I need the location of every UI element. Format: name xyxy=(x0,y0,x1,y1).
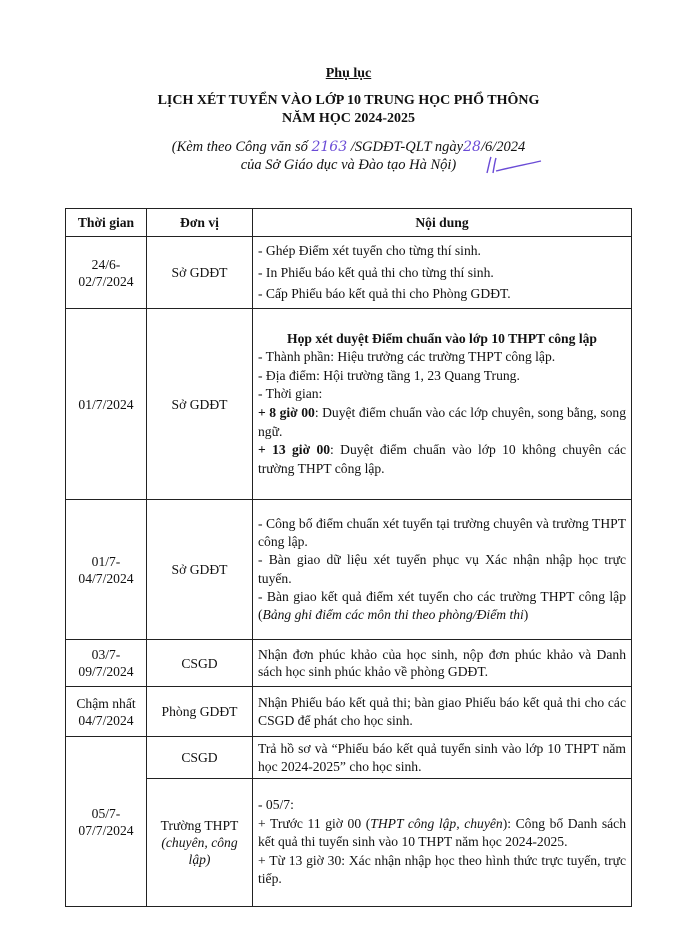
time-item-text: : Duyệt điểm chuẩn vào các lớp chuyên, song bằng, song ngữ. xyxy=(258,405,626,439)
content-line: + Từ 13 giờ 30: Xác nhận nhập học theo hình thức trực tuyến, trực tiếp. xyxy=(258,852,626,887)
time-line: 03/7- xyxy=(91,647,121,662)
content-text: + Trước 11 giờ 00 ( xyxy=(258,815,371,831)
content-text: - Bàn giao kết quả điểm xét tuyển cho các trường THPT công lập ( xyxy=(258,588,626,622)
unit-line: Trường THPT xyxy=(160,818,239,833)
table-row xyxy=(66,779,632,907)
time-line: 01/7/2024 xyxy=(78,396,134,412)
time-line: 04/7/2024 xyxy=(78,712,134,728)
time-line: 24/6- xyxy=(91,256,121,272)
unit-cell: Sở GDĐT xyxy=(147,237,253,309)
ref-issuer: của Sở Giáo dục và Đào tạo Hà Nội) xyxy=(240,157,457,173)
unit-line-italic: (chuyên, công lập) xyxy=(161,835,238,867)
time-item xyxy=(258,404,626,441)
reference-line-1 xyxy=(0,139,697,156)
time-line: 01/7- xyxy=(91,553,121,569)
content-line: - Ghép Điểm xét tuyển cho từng thí sinh. xyxy=(258,243,481,259)
meeting-heading: Họp xét duyệt Điểm chuẩn vào lớp 10 THPT công lập xyxy=(287,330,597,346)
header-unit: Đơn vị xyxy=(147,209,253,237)
content-cell xyxy=(253,237,632,309)
unit-cell: Sở GDĐT xyxy=(147,309,253,500)
reference-line-2 xyxy=(0,157,697,174)
content-italic: Bảng ghi điểm các môn thi theo phòng/Điểm thi xyxy=(262,606,524,622)
time-item xyxy=(258,441,626,478)
content-line: - Bàn giao dữ liệu xét tuyển phục vụ Xác nhận nhập học trực tuyến. xyxy=(258,552,626,586)
content-text: ): Công bố Danh sách kết quả thi tuyển sinh vào 10 THPT năm học 2024-2025. xyxy=(258,815,626,850)
content-line: - Công bố điểm chuẩn xét tuyển tại trường chuyên và trường THPT công lập. xyxy=(258,515,626,550)
unit-cell xyxy=(147,779,253,907)
content-cell: Trả hồ sơ và “Phiếu báo kết quả tuyển sinh vào lớp 10 THPT năm học 2024-2025” cho học sinh. xyxy=(253,737,632,779)
time-cell xyxy=(66,309,147,500)
time-line: 05/7- xyxy=(91,805,121,821)
content-cell xyxy=(253,500,632,640)
content-line xyxy=(258,588,626,624)
content-line: - Cấp Phiếu báo kết quả thi cho Phòng GDĐT. xyxy=(258,286,511,302)
unit-cell: Phòng GDĐT xyxy=(147,687,253,737)
time-item-label: + 8 giờ 00 xyxy=(258,405,315,420)
table-row xyxy=(66,737,632,779)
table-row xyxy=(66,309,632,500)
schedule-table xyxy=(65,208,632,907)
time-cell xyxy=(66,237,147,309)
time-line: 07/7/2024 xyxy=(78,822,134,838)
time-line: 04/7/2024 xyxy=(78,570,134,586)
ref-date-suffix: /6/2024 xyxy=(480,139,526,155)
content-cell: Nhận Phiếu báo kết quả thi; bàn giao Phiếu báo kết quả thi cho các CSGD để phát cho học sinh. xyxy=(253,687,632,737)
ref-middle: /SGDĐT-QLT ngày xyxy=(347,139,464,155)
content-italic: THPT công lập, chuyên xyxy=(370,815,503,831)
content-line: - Thành phần: Hiệu trưởng các trường THPT công lập. xyxy=(258,349,556,365)
table-row xyxy=(66,687,632,737)
table-header-row xyxy=(66,209,632,237)
table-row xyxy=(66,640,632,687)
content-line: - 05/7: xyxy=(258,797,294,813)
time-cell xyxy=(66,737,147,907)
content-line: - Thời gian: xyxy=(258,386,323,402)
document-title-line-1: LỊCH XÉT TUYỂN VÀO LỚP 10 TRUNG HỌC PHỔ THÔNG xyxy=(157,93,540,108)
table-row xyxy=(66,237,632,309)
content-line: - Địa điểm: Hội trường tầng 1, 23 Quang Trung. xyxy=(258,367,520,383)
header-content: Nội dung xyxy=(253,209,632,237)
unit-cell: CSGD xyxy=(147,640,253,687)
time-line: Chậm nhất xyxy=(76,695,136,711)
time-line: 02/7/2024 xyxy=(78,273,134,289)
time-item-text: : Duyệt điểm chuẩn vào lớp 10 không chuyên các trường THPT công lập. xyxy=(258,442,627,476)
time-cell xyxy=(66,687,147,737)
appendix-label: Phụ lục xyxy=(325,66,372,81)
unit-cell: CSGD xyxy=(147,737,253,779)
handwritten-day: 28 xyxy=(463,139,481,155)
handwritten-doc-number: 2163 xyxy=(311,139,348,155)
time-cell xyxy=(66,640,147,687)
content-cell xyxy=(253,309,632,500)
time-cell xyxy=(66,500,147,640)
time-item-label: + 13 giờ 00 xyxy=(258,442,331,458)
content-close: ) xyxy=(523,606,529,622)
time-line: 09/7/2024 xyxy=(78,664,134,679)
content-line: - In Phiếu báo kết quả thi cho từng thí sinh. xyxy=(258,264,494,280)
content-cell: Nhận đơn phúc khảo của học sinh, nộp đơn phúc khảo và Danh sách học sinh phúc khảo về phòng GDĐT. xyxy=(253,640,632,687)
content-line xyxy=(258,815,626,852)
table-row xyxy=(66,500,632,640)
ref-prefix: (Kèm theo Công văn số xyxy=(171,139,312,155)
header-time: Thời gian xyxy=(66,209,147,237)
unit-cell: Sở GDĐT xyxy=(147,500,253,640)
document-title-line-2: NĂM HỌC 2024-2025 xyxy=(282,111,415,126)
initials-mark xyxy=(483,155,543,177)
content-cell xyxy=(253,779,632,907)
